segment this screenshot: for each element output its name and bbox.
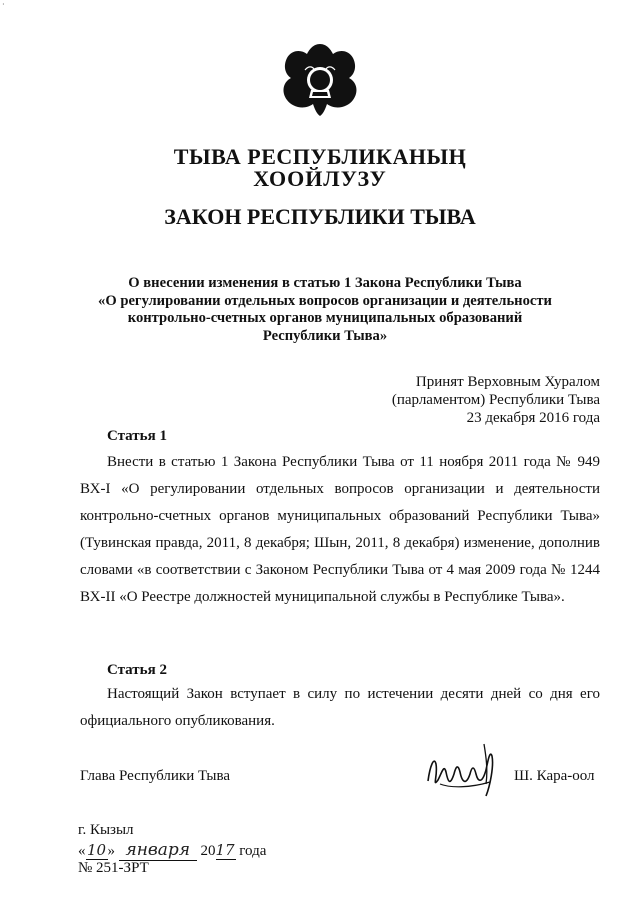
scan-corner-mark: ·: [2, 0, 5, 9]
header-republic-name: ТЫВА РЕСПУБЛИКАНЫҢ: [173, 144, 467, 169]
header-law-word: ХООЙЛУЗУ: [253, 166, 387, 191]
adoption-line: Принят Верховным Хуралом: [415, 374, 600, 390]
signing-date: [78, 840, 308, 862]
date-month: января: [119, 840, 197, 861]
law-title-line: О внесении изменения в статью 1 Закона Республики Тыва: [128, 275, 522, 291]
law-title-line: Республики Тыва»: [262, 327, 388, 344]
header-law-title: ЗАКОН РЕСПУБЛИКИ ТЫВА: [164, 204, 476, 229]
adoption-date: 23 декабря 2016 года: [466, 410, 600, 426]
date-year-suffix: 17: [215, 841, 235, 859]
article-1-heading: Статья 1: [107, 428, 167, 444]
place-of-signing: г. Кызыл: [78, 822, 134, 838]
article-2-heading: Статья 2: [107, 662, 167, 678]
law-title-block: [60, 275, 590, 345]
date-open-quote: «: [78, 843, 86, 859]
date-year-prefix: 20: [200, 843, 216, 859]
handwritten-signature: [420, 736, 510, 806]
law-title-line: «О регулировании отдельных вопросов организации и деятельности: [98, 292, 552, 309]
date-suffix: года: [239, 843, 267, 859]
signatory-name: Ш. Кара-оол: [514, 768, 595, 784]
date-close-quote: »: [107, 843, 115, 859]
law-number: № 251-ЗРТ: [78, 860, 149, 876]
law-title-line: контрольно-счетных органов муниципальных образований: [127, 310, 523, 326]
date-day: 10: [86, 841, 107, 859]
tuva-emblem-icon: [275, 40, 365, 120]
signatory-position: Глава Республики Тыва: [80, 768, 231, 784]
adoption-line: (парламентом) Республики Тыва: [391, 392, 600, 408]
adoption-note: [392, 373, 600, 427]
article-2-text: [80, 681, 600, 735]
article-1-text: [80, 449, 600, 611]
article-2-body: Настоящий Закон вступает в силу по истечении десяти дней со дня его официального опубликования.: [80, 686, 600, 729]
article-1-body: Внести в статью 1 Закона Республики Тыва от 11 ноября 2011 года № 949 ВХ-I «О регулировании отдельных вопросов организации и деятельности контрольно-счетных органов муниципальных образований Республики Тыва» (Тувинская правда, 2011, 8 декабря; Шын, 2011, 8 декабря) изменение, дополнив словами «в соответствии с Законом Республики Тыва от 4 мая 2009 года № 1244 ВХ-II «О Реестре должностей муниципальной службы в Республике Тыва».: [80, 454, 600, 605]
